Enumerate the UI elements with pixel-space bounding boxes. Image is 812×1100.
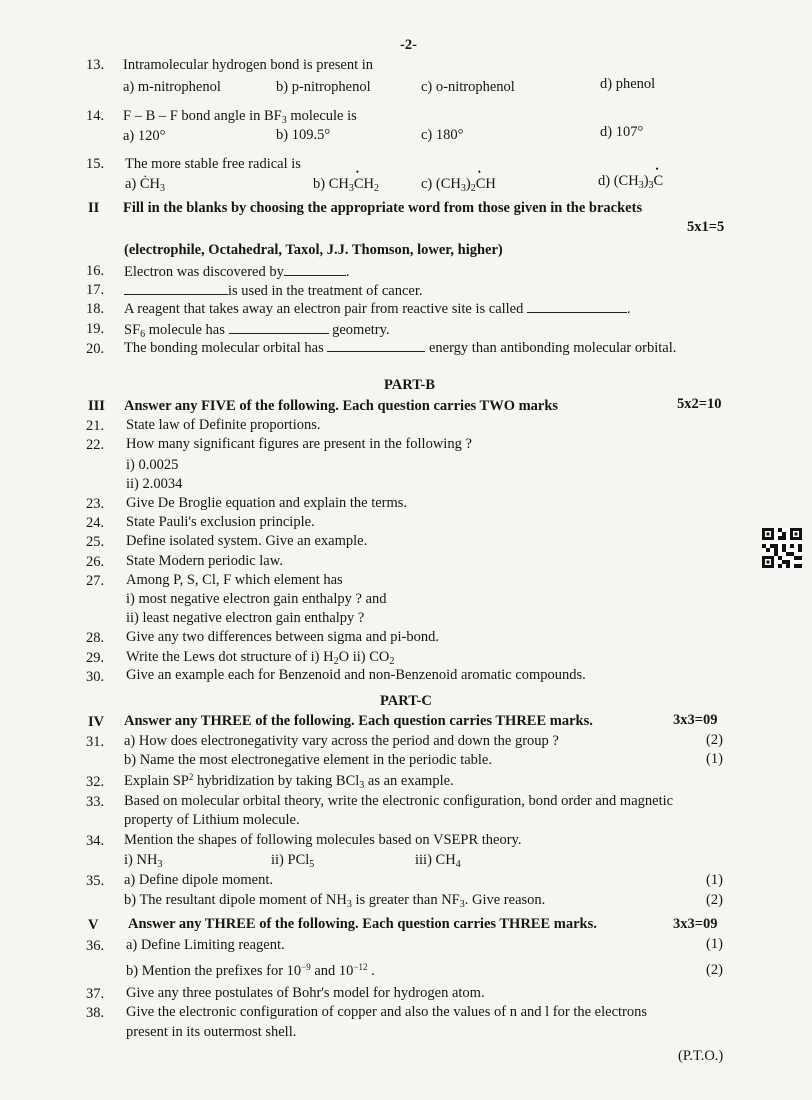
q26-text: State Modern periodic law.	[126, 553, 283, 569]
q34-text: Mention the shapes of following molecules based on VSEPR theory.	[124, 832, 522, 848]
q31-part-a-marks: (2)	[706, 732, 723, 748]
q32-number: 32.	[86, 774, 105, 790]
q30-number: 30.	[86, 669, 105, 685]
q31-part-b-marks: (1)	[706, 751, 723, 767]
q35-part-b-marks: (2)	[706, 892, 723, 908]
q34-part-iii: iii) $CH_4$	[415, 852, 461, 870]
q36-part-b: b) Mention the prefixes for $10^{-9}$ and $10^{-12}$ .	[126, 962, 375, 979]
section-iv-instruction: Answer any THREE of the following. Each question carries THREE marks.	[124, 713, 593, 729]
q13-option-d: d) phenol	[600, 76, 656, 92]
q31-number: 31.	[86, 734, 105, 750]
q20-text: The bonding molecular orbital has energy than antibonding molecular orbital.	[124, 340, 677, 356]
q37-number: 37.	[86, 986, 105, 1002]
q23-text: Give De Broglie equation and explain the terms.	[126, 495, 408, 511]
q18-text: A reagent that takes away an electron pair from reactive site is called .	[124, 301, 631, 317]
q25-number: 25.	[86, 534, 105, 550]
q14-option-c: c) 180°	[421, 127, 464, 143]
q28-number: 28.	[86, 630, 105, 646]
q13-option-c: c) o-nitrophenol	[421, 79, 515, 95]
q36-number: 36.	[86, 938, 105, 954]
q13-text: Intramolecular hydrogen bond is present in	[123, 57, 374, 73]
q34-part-i: i) $NH_3$	[124, 852, 163, 870]
q35-part-a-marks: (1)	[706, 872, 723, 888]
q32-text: Explain $SP^2$ hybridization by taking BCl$_3$ as an example.	[124, 772, 454, 791]
q22-part-i: i) 0.0025	[126, 457, 179, 473]
q38-line-2: present in its outermost shell.	[126, 1024, 297, 1040]
q21-number: 21.	[86, 418, 105, 434]
q24-text: State Pauli's exclusion principle.	[126, 514, 315, 530]
q30-text: Give an example each for Benzenoid and non-Benzenoid aromatic compounds.	[126, 667, 586, 683]
q17-text: is used in the treatment of cancer.	[124, 282, 422, 300]
q27-part-i: i) most negative electron gain enthalpy ? and	[126, 591, 387, 607]
q14-option-a: a) 120°	[123, 128, 166, 144]
section-v-instruction: Answer any THREE of the following. Each question carries THREE marks.	[128, 916, 597, 932]
page-number: -2-	[400, 37, 417, 53]
q14-text: F – B – F bond angle in $BF_3$ molecule is	[123, 108, 357, 126]
section-v-number: V	[88, 917, 99, 933]
part-b-title: PART-B	[384, 377, 436, 393]
q36-part-b-marks: (2)	[706, 962, 723, 978]
q33-line-1: Based on molecular orbital theory, write the electronic configuration, bond order and magnetic	[124, 793, 674, 809]
q14-number: 14.	[86, 108, 105, 124]
q36-part-a-marks: (1)	[706, 936, 723, 952]
q35-number: 35.	[86, 873, 105, 889]
q20-number: 20.	[86, 341, 105, 357]
q15-option-a: a) $ĊH_3$	[125, 176, 166, 194]
q38-line-1: Give the electronic configuration of copper and also the values of n and l for the electrons	[126, 1004, 648, 1020]
q23-number: 23.	[86, 496, 105, 512]
q19-number: 19.	[86, 321, 105, 337]
q33-number: 33.	[86, 794, 105, 810]
section-ii-instruction: Fill in the blanks by choosing the appropriate word from those given in the brackets	[123, 200, 643, 216]
section-iii-marks: 5x2=10	[677, 396, 722, 412]
section-ii-marks: 5x1=5	[687, 219, 725, 235]
q17-number: 17.	[86, 282, 105, 298]
section-ii-word-list: (electrophile, Octahedral, Taxol, J.J. Thomson, lower, higher)	[124, 242, 503, 258]
q33-line-2: property of Lithium molecule.	[124, 812, 300, 828]
q22-part-ii: ii) 2.0034	[126, 476, 183, 492]
q14-option-d: d) 107°	[600, 124, 644, 140]
q21-text: State law of Definite proportions.	[126, 417, 321, 433]
q24-number: 24.	[86, 515, 105, 531]
qr-code-icon	[762, 528, 802, 568]
section-iii-number: III	[88, 398, 105, 414]
q15-option-b: b) $CH_3•$ $CH_2$	[313, 176, 379, 193]
q15-option-d: d) $(CH_3)_3•$ C	[598, 173, 663, 190]
q31-part-a: a) How does electronegativity vary across the period and down the group ?	[124, 733, 559, 749]
q31-part-b: b) Name the most electronegative element in the periodic table.	[124, 752, 492, 768]
section-v-marks: 3x3=09	[673, 916, 718, 932]
q14-option-b: b) 109.5°	[276, 127, 331, 143]
q27-number: 27.	[86, 573, 105, 589]
q37-text: Give any three postulates of Bohr's model for hydrogen atom.	[126, 985, 485, 1001]
section-iv-number: IV	[88, 714, 105, 730]
q18-number: 18.	[86, 301, 105, 317]
q16-number: 16.	[86, 263, 105, 279]
q27-text: Among P, S, Cl, F which element has	[126, 572, 343, 588]
q34-part-ii: ii) PCl$_5$	[271, 852, 315, 870]
q35-part-a: a) Define dipole moment.	[124, 872, 273, 888]
q29-text: Write the Lews dot structure of i) $H_2O$ ii) $CO_2$	[126, 649, 395, 667]
part-c-title: PART-C	[380, 693, 432, 709]
q28-text: Give any two differences between sigma and pi-bond.	[126, 629, 439, 645]
q38-number: 38.	[86, 1005, 105, 1021]
q34-number: 34.	[86, 833, 105, 849]
q13-option-b: b) p-nitrophenol	[276, 79, 371, 95]
section-iv-marks: 3x3=09	[673, 712, 718, 728]
q13-option-a: a) m-nitrophenol	[123, 79, 221, 95]
q26-number: 26.	[86, 554, 105, 570]
q15-number: 15.	[86, 156, 105, 172]
q22-number: 22.	[86, 437, 105, 453]
section-ii-number: II	[88, 200, 100, 216]
q27-part-ii: ii) least negative electron gain enthalpy ?	[126, 610, 365, 626]
q15-text: The more stable free radical is	[125, 156, 301, 172]
section-iii-instruction: Answer any FIVE of the following. Each question carries TWO marks	[124, 398, 559, 414]
q22-text: How many significant figures are present in the following ?	[126, 436, 472, 452]
q13-number: 13.	[86, 57, 105, 73]
q29-number: 29.	[86, 650, 105, 666]
q15-option-c: c) $(CH_3)_2•$ CH	[421, 176, 496, 193]
footer-pto: (P.T.O.)	[678, 1048, 724, 1064]
q35-part-b: b) The resultant dipole moment of $NH_3$ is greater than $NF_3$. Give reason.	[124, 892, 546, 910]
q19-text: $SF_6$ molecule has geometry.	[124, 322, 390, 340]
q25-text: Define isolated system. Give an example.	[126, 533, 368, 549]
q16-text: Electron was discovered by .	[124, 264, 350, 280]
q36-part-a: a) Define Limiting reagent.	[126, 937, 285, 953]
